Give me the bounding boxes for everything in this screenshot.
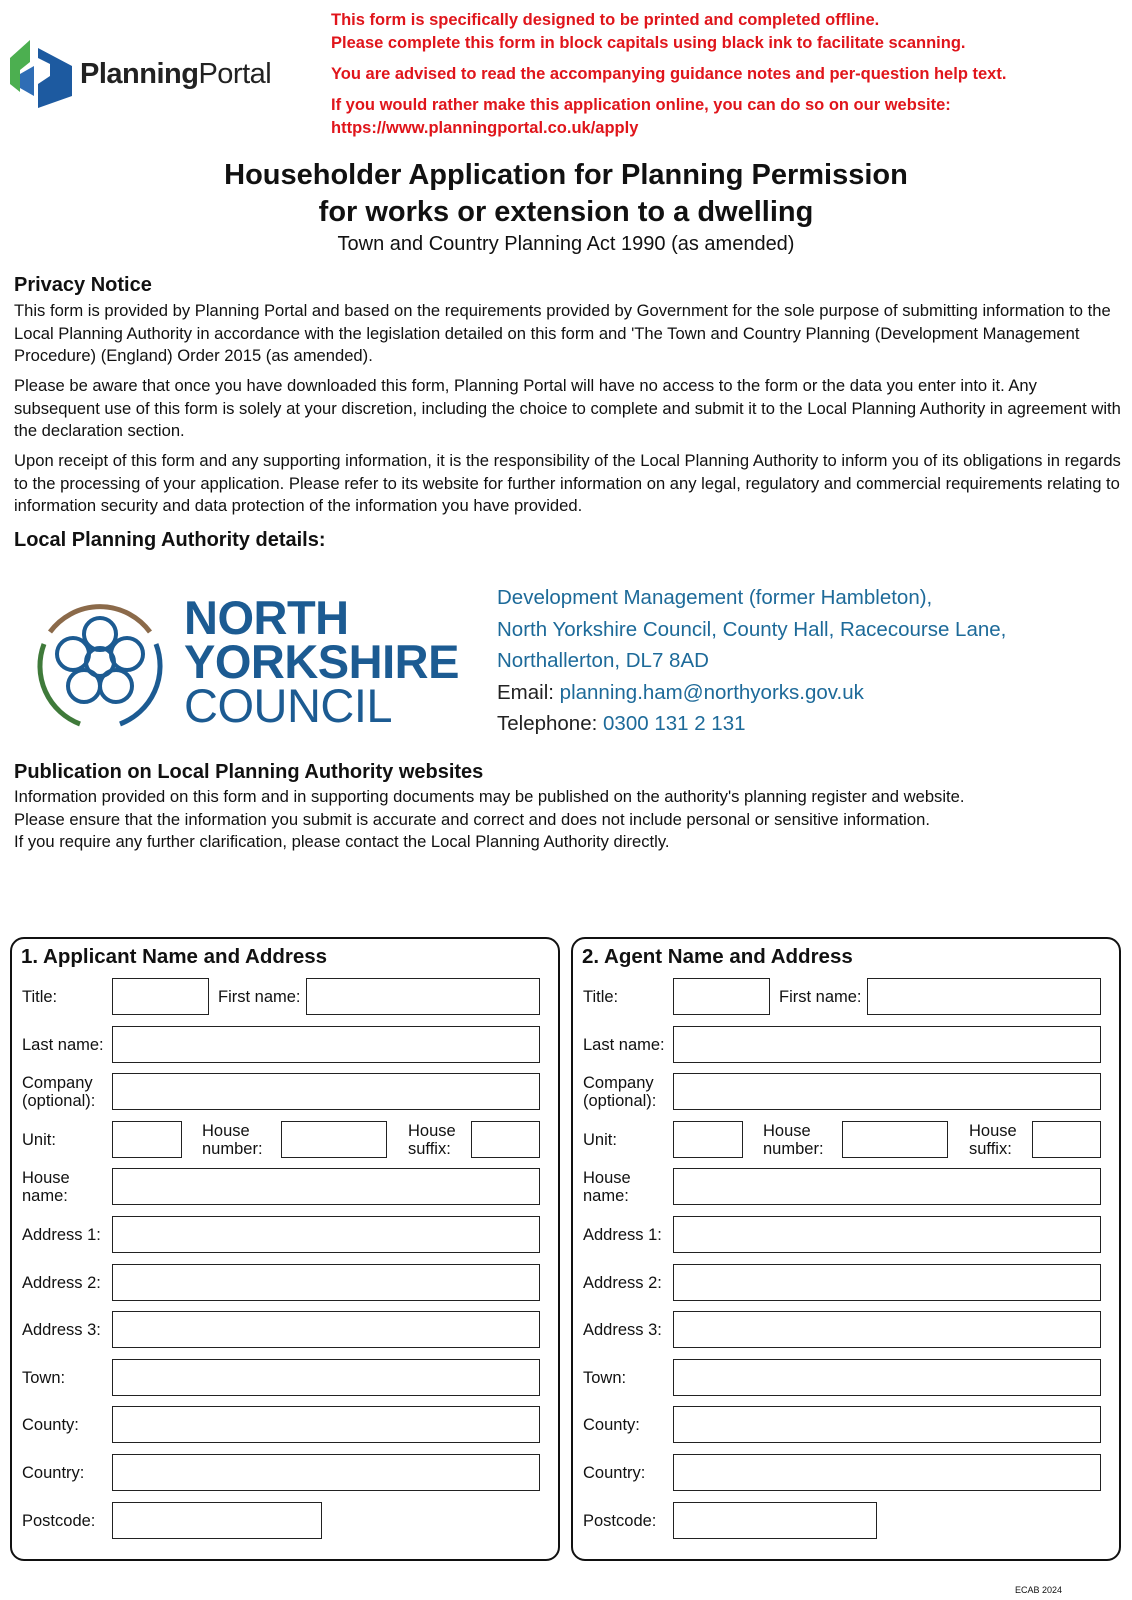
agent-postcode-field[interactable] (673, 1502, 877, 1539)
address1-label: Address 1: (22, 1226, 101, 1244)
planning-portal-logo (10, 40, 271, 108)
lpa-contact: Development Management (former Hambleton), North Yorkshire Council, County Hall, Racecourse Lane, Northallerton, DL7 8AD Email: planning.ham@northyorks.gov.uk Telephone: 0300 131 2 131 (497, 586, 1007, 735)
title-label: Title: (583, 988, 619, 1006)
applicant-company-field[interactable] (112, 1073, 540, 1110)
publication-heading: Publication on Local Planning Authority websites (14, 761, 484, 783)
agent-company-field[interactable] (673, 1073, 1101, 1110)
address1-label: Address 1: (583, 1226, 662, 1244)
form-code: ECAB 2024 (1014, 1585, 1062, 1595)
applicant-house-number-field[interactable] (281, 1121, 387, 1158)
agent-address3-field[interactable] (673, 1311, 1101, 1348)
house-name-label: House name: (22, 1169, 70, 1206)
address2-label: Address 2: (22, 1273, 101, 1292)
postcode-label: Postcode: (22, 1511, 96, 1530)
house-suffix-label: House suffix: (969, 1121, 1017, 1158)
address2-label: Address 2: (583, 1273, 662, 1292)
privacy-paragraph: Please be aware that once you have downloaded this form, Planning Portal will have no access to the form or the data you enter into it. Any subsequent use of this form is solely at your discretion, including the choice to complete and submit it to the Local Planning Authority in agreement with the declaration section. (14, 376, 1121, 440)
applicant-unit-field[interactable] (112, 1121, 182, 1158)
company-label: Company (optional): (583, 1074, 657, 1111)
applicant-house-name-field[interactable] (112, 1168, 540, 1205)
county-label: County: (583, 1416, 640, 1435)
agent-address1-field[interactable] (673, 1216, 1101, 1253)
last-name-label: Last name: (22, 1035, 104, 1054)
privacy-paragraph: This form is provided by Planning Portal and based on the requirements provided by Government for the sole purpose of submitting information to the Local Planning Authority in accordance with the legislation detailed on this form and 'The Town and Country Planning (Development Management Procedure) (England) Order 2015 (as amended). (14, 301, 1111, 365)
agent-unit-field[interactable] (673, 1121, 743, 1158)
first-name-label: First name: (779, 988, 862, 1006)
last-name-label: Last name: (583, 1035, 665, 1054)
applicant-town-field[interactable] (112, 1359, 540, 1396)
council-wordmark: NORTH YORKSHIRE COUNCIL (184, 591, 459, 732)
lpa-heading: Local Planning Authority details: (14, 529, 326, 551)
agent-title-field[interactable] (673, 978, 770, 1015)
country-label: Country: (583, 1464, 646, 1482)
house-name-label: House name: (583, 1169, 631, 1206)
apply-online-link[interactable]: https://www.planningportal.co.uk/apply (331, 119, 639, 137)
unit-label: Unit: (22, 1130, 56, 1149)
agent-country-field[interactable] (673, 1454, 1101, 1491)
lpa-phone: 0300 131 2 131 (603, 712, 746, 735)
agent-last-name-field[interactable] (673, 1026, 1101, 1063)
house-number-label: House number: (202, 1121, 263, 1158)
agent-first-name-field[interactable] (867, 978, 1101, 1015)
page-subtitle: Town and Country Planning Act 1990 (as amended) (337, 233, 795, 255)
applicant-postcode-field[interactable] (112, 1502, 322, 1539)
house-suffix-label: House suffix: (408, 1121, 456, 1158)
applicant-title-field[interactable] (112, 978, 209, 1015)
privacy-paragraph: Upon receipt of this form and any supporting information, it is the responsibility of the Local Planning Authority to inform you of its obligations in regards to the processing of your application. Please refer to its website for further information on any legal, regulatory and commercial requirements relating to information security and data protection of the information you have provided. (14, 451, 1121, 515)
rose-emblem-icon (30, 592, 170, 732)
company-label: Company (optional): (22, 1074, 96, 1111)
agent-house-name-field[interactable] (673, 1168, 1101, 1205)
agent-section (571, 937, 1121, 1561)
applicant-county-field[interactable] (112, 1406, 540, 1443)
address3-label: Address 3: (583, 1321, 662, 1340)
agent-house-suffix-field[interactable] (1032, 1121, 1101, 1158)
applicant-last-name-field[interactable] (112, 1026, 540, 1063)
town-label: Town: (22, 1368, 66, 1387)
address3-label: Address 3: (22, 1321, 101, 1340)
lpa-email-link[interactable]: planning.ham@northyorks.gov.uk (559, 680, 864, 704)
section-heading: 2. Agent Name and Address (582, 945, 853, 968)
country-label: Country: (22, 1464, 85, 1482)
agent-town-field[interactable] (673, 1359, 1101, 1396)
page-title: Householder Application for Planning Permission for works or extension to a dwelling (224, 159, 908, 228)
town-label: Town: (583, 1368, 627, 1387)
postcode-label: Postcode: (583, 1511, 657, 1530)
house-number-label: House number: (763, 1121, 824, 1158)
applicant-address1-field[interactable] (112, 1216, 540, 1253)
applicant-house-suffix-field[interactable] (471, 1121, 540, 1158)
first-name-label: First name: (218, 988, 301, 1006)
privacy-heading: Privacy Notice (14, 274, 152, 296)
agent-house-number-field[interactable] (842, 1121, 948, 1158)
county-label: County: (22, 1416, 79, 1435)
applicant-section (10, 937, 560, 1561)
planning-portal-logo-icon (10, 40, 72, 108)
applicant-address2-field[interactable] (112, 1264, 540, 1301)
planning-portal-wordmark: PlanningPortal (80, 57, 272, 90)
applicant-country-field[interactable] (112, 1454, 540, 1491)
agent-county-field[interactable] (673, 1406, 1101, 1443)
applicant-first-name-field[interactable] (306, 978, 540, 1015)
unit-label: Unit: (583, 1130, 617, 1149)
offline-notice: This form is specifically designed to be printed and completed offline. Please complete this form in block capitals using black ink to facilitate scanning. You are advised to read the accompanying guidance notes and per-question help text. If you would rather make this application online, you can do so on our website: https://www.planningportal.co.uk/apply (331, 9, 1006, 140)
applicant-address3-field[interactable] (112, 1311, 540, 1348)
title-label: Title: (22, 988, 58, 1006)
agent-address2-field[interactable] (673, 1264, 1101, 1301)
north-yorkshire-council-logo (30, 592, 459, 732)
section-heading: 1. Applicant Name and Address (21, 945, 328, 968)
publication-text: Information provided on this form and in supporting documents may be published on the authority's planning register and website. Please ensure that the information you submit is accurate and correct and does not include personal or sensitive information. If you require any further clarification, please contact the Local Planning Authority directly. (14, 787, 965, 851)
